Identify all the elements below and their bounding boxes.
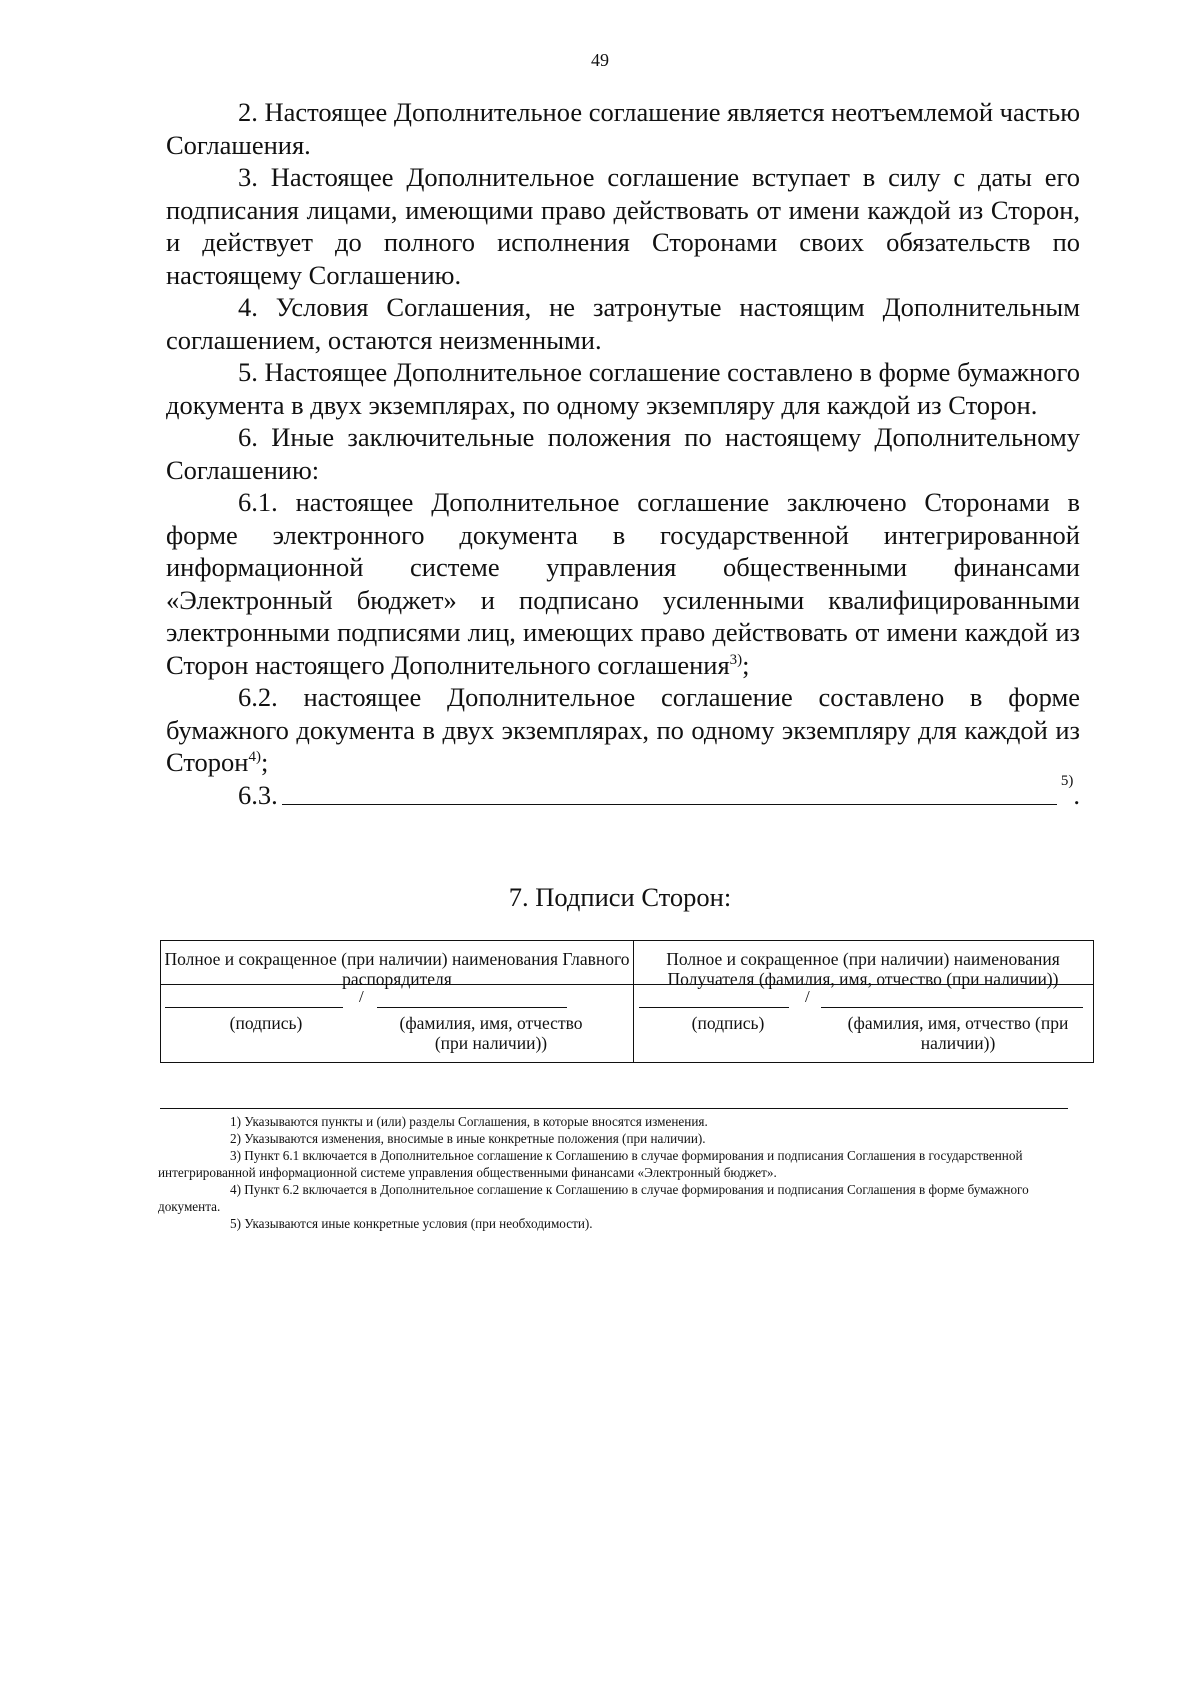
grantor-slash: / [359,987,364,1006]
paragraph-6-1 [166,486,1080,681]
paragraph-2: 2. Настоящее Дополнительное соглашение является неотъемлемой частью Соглашения. [166,97,1080,160]
signature-column-grantor [161,941,634,1062]
recipient-header: Полное и сокращенное (при наличии) наименования Получателя (фамилия, имя, отчество (при наличии)) [633,941,1093,985]
grantor-name-line [377,1007,567,1008]
paragraph-6-2-text: 6.2. настоящее Дополнительное соглашение составлено в форме бумажного документа в двух экземплярах, по одному экземпляру для каждой из Сторон [166,682,1080,777]
grantor-signature-lines [161,985,633,1013]
paragraph-6-3-label: 6.3. [238,779,278,810]
recipient-signature-caption: (подпись) [691,1013,765,1033]
recipient-signature-lines [633,985,1093,1013]
paragraph-6-2-end: ; [261,747,269,777]
recipient-name-line [821,1007,1083,1008]
paragraph-6-1-text: 6.1. настоящее Дополнительное соглашение заключено Сторонами в форме электронного документа в государственной интегрированной информационной системе управления общественными финансами «Электронный бюджет» и подписано усиленными квалифицированными электронными подписями лиц, имеющих право действовать от имени каждой из Сторон настоящего Дополнительного соглашения [166,487,1080,680]
paragraph-6-3-end: . [1073,779,1080,810]
paragraph-6-2 [166,681,1080,779]
recipient-slash: / [805,987,810,1006]
section-title: 7. Подписи Сторон: [508,882,732,912]
paragraph-6: 6. Иные заключительные положения по настоящему Дополнительному Соглашению: [166,422,1080,485]
recipient-name-caption: (фамилия, имя, отчество (при наличии)) [847,1013,1069,1053]
footnote-mark-4: 4) [248,749,261,766]
blank-fill-line [282,780,1057,805]
recipient-signature-line [639,1007,789,1008]
signature-table [160,940,1094,1063]
footnote-2: 2) Указываются изменения, вносимые в иные конкретные положения (при наличии). [230,1131,706,1146]
footnote-3: 3) Пункт 6.1 включается в Дополнительное соглашение к Соглашению в случае формирования и подписания Соглашения в государственной интегрированной информационной системе управления общественными финансами «Электронный бюджет». [158,1148,1023,1180]
paragraph-6-3 [166,772,1080,812]
footnote-1: 1) Указываются пункты и (или) разделы Соглашения, в которые вносятся изменения. [230,1114,708,1129]
footnote-4: 4) Пункт 6.2 включается в Дополнительное соглашение к Соглашению в случае формирования и подписания Соглашения в форме бумажного документа. [158,1182,1029,1214]
signature-column-recipient [633,941,1093,1062]
footnote-mark-3: 3) [729,651,743,668]
paragraph-5: 5. Настоящее Дополнительное соглашение составлено в форме бумажного документа в двух экземплярах, по одному экземпляру для каждой из Сторон. [166,357,1080,420]
footnotes [158,1113,1078,1232]
paragraph-6-1-end: ; [742,649,750,680]
footnote-5: 5) Указываются иные конкретные условия (при необходимости). [230,1216,593,1231]
paragraph-3: 3. Настоящее Дополнительное соглашение вступает в силу с даты его подписания лицами, имеющими право действовать от имени каждой из Сторон, и действует до полного исполнения Сторонами своих обязательств по настоящему Соглашению. [166,162,1080,290]
footnote-mark-5: 5) [1060,772,1074,789]
grantor-signature-caption: (подпись) [229,1013,303,1033]
document-body [166,96,1080,811]
page-number: 49 [591,50,609,70]
grantor-signature-line [165,1007,343,1008]
grantor-header: Полное и сокращенное (при наличии) наименования Главного распорядителя [161,941,633,985]
paragraph-4: 4. Условия Соглашения, не затронутые настоящим Дополнительным соглашением, остаются неизменными. [166,292,1080,355]
footnote-divider [160,1108,1068,1109]
grantor-name-caption: (фамилия, имя, отчество (при наличии)) [399,1013,583,1053]
